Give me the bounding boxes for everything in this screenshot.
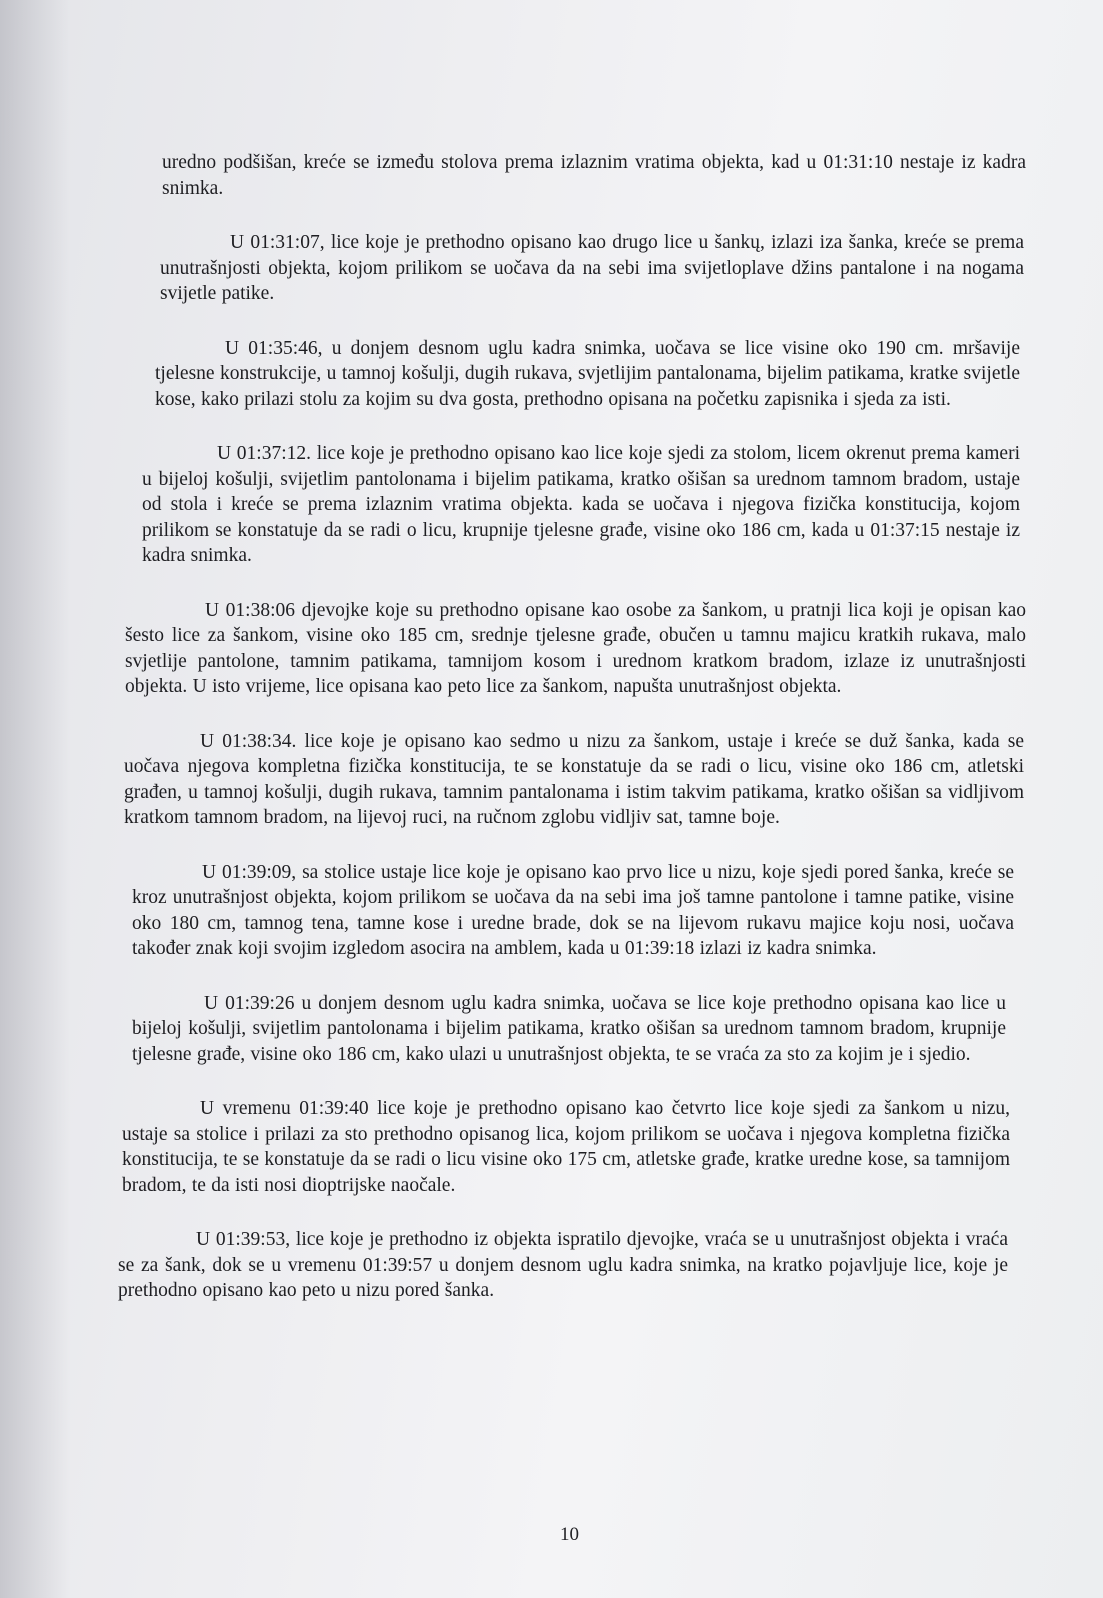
paragraph-7: U 01:39:09, sa stolice ustaje lice koje je opisano kao prvo lice u nizu, koje sjedi pored šanka, kreće se kroz unutrašnjost objekta, kojom prilikom se uočava da na sebi ima još tamne pantolone i tamne patike, visine oko 180 cm, tamnog tena, tamne kose i uredne brade, dok se na lijevom rukavu majice koju nosi, uočava također znak koji svojim izgledom asocira na amblem, kada u 01:39:18 izlazi iz kadra snimka. bbox=[132, 861, 1014, 959]
page-shadow bbox=[0, 0, 70, 1598]
paragraph-1: uredno podšišan, kreće se između stolova prema izlaznim vratima objekta, kad u 01:31:10 nestaje iz kadra snimka. bbox=[162, 152, 1026, 199]
paragraph-5: U 01:38:06 djevojke koje su prethodno opisane kao osobe za šankom, u pratnji lica koji je opisan kao šesto lice za šankom, visine oko 185 cm, srednje tjelesne građe, obučen u tamnu majicu kratkih rukava, malo svjetlije pantolone, tamnim patikama, tamnijom kosom i urednom kratkom bradom, izlaze iz unutrašnjosti objekta. U isto vrijeme, lice opisana kao peto lice za šankom, napušta unutrašnjost objekta. bbox=[125, 599, 1026, 697]
paragraph-2: U 01:31:07, lice koje je prethodno opisano kao drugo lice u šankų, izlazi iza šanka, kreće se prema unutrašnjosti objekta, kojom prilikom se uočava da na sebi ima svijetloplave džins pantalone i na nogama svijetle patike. bbox=[160, 232, 1024, 304]
paragraph-10: U 01:39:53, lice koje je prethodno iz objekta ispratilo djevojke, vraća se u unutrašnjost objekta i vraća se za šank, dok se u vremenu 01:39:57 u donjem desnom uglu kadra snimka, na kratko pojavljuje lice, koje je prethodno opisano kao peto u nizu pored šanka. bbox=[118, 1229, 1008, 1301]
document-body bbox=[118, 150, 1026, 1333]
paragraph-6: U 01:38:34. lice koje je opisano kao sedmo u nizu za šankom, ustaje i kreće se duž šanka, kada se uočava njegova kompletna fizička konstitucija, te se konstatuje da se radi o licu, visine oko 186 cm, atletski građen, u tamnoj košulji, dugih rukava, tamnim pantalonama i istim takvim patikama, kratko ošišan sa vidljivom kratkom tamnom bradom, na lijevoj ruci, na ručnom zglobu vidljiv sat, tamne boje. bbox=[124, 730, 1024, 828]
paragraph-9: U vremenu 01:39:40 lice koje je prethodno opisano kao četvrto lice koje sjedi za šankom u nizu, ustaje sa stolice i prilazi za sto prethodno opisanog lica, kojom prilikom se uočava i njegova kompletna fizička konstitucija, te se konstatuje da se radi o licu visine oko 175 cm, atletske građe, kratke uredne kose, sa tamnijom bradom, te da isti nosi dioptrijske naočale. bbox=[122, 1098, 1010, 1196]
paragraph-4: U 01:37:12. lice koje je prethodno opisano kao lice koje sjedi za stolom, licem okrenut prema kameri u bijeloj košulji, svijetlim pantolonama i bijelim patikama, kratko ošišan sa urednom tamnom bradom, ustaje od stola i kreće se prema izlaznim vratima objekta. kada se uočava i njegova fizička konstitucija, kojom prilikom se konstatuje da se radi o licu, krupnije tjelesne građe, visine oko 186 cm, kada u 01:37:15 nestaje iz kadra snimka. bbox=[142, 443, 1020, 566]
page-number: 10 bbox=[560, 1524, 579, 1545]
paragraph-3: U 01:35:46, u donjem desnom uglu kadra snimka, uočava se lice visine oko 190 cm. mršavije tjelesne konstrukcije, u tamnoj košulji, dugih rukava, svjetlijim pantalonama, bijelim patikama, kratke svijetle kose, kako prilazi stolu za kojim su dva gosta, prethodno opisana na početku zapisnika i sjeda za isti. bbox=[155, 337, 1020, 410]
paragraph-8: U 01:39:26 u donjem desnom uglu kadra snimka, uočava se lice koje prethodno opisana kao lice u bijeloj košulji, svijetlim pantolonama i bijelim patikama, kratko ošišan sa urednom tamnom bradom, krupnije tjelesne građe, visine oko 186 cm, kako ulazi u unutrašnjost objekta, te se vraća za sto za kojim je i sjedio. bbox=[132, 992, 1006, 1065]
